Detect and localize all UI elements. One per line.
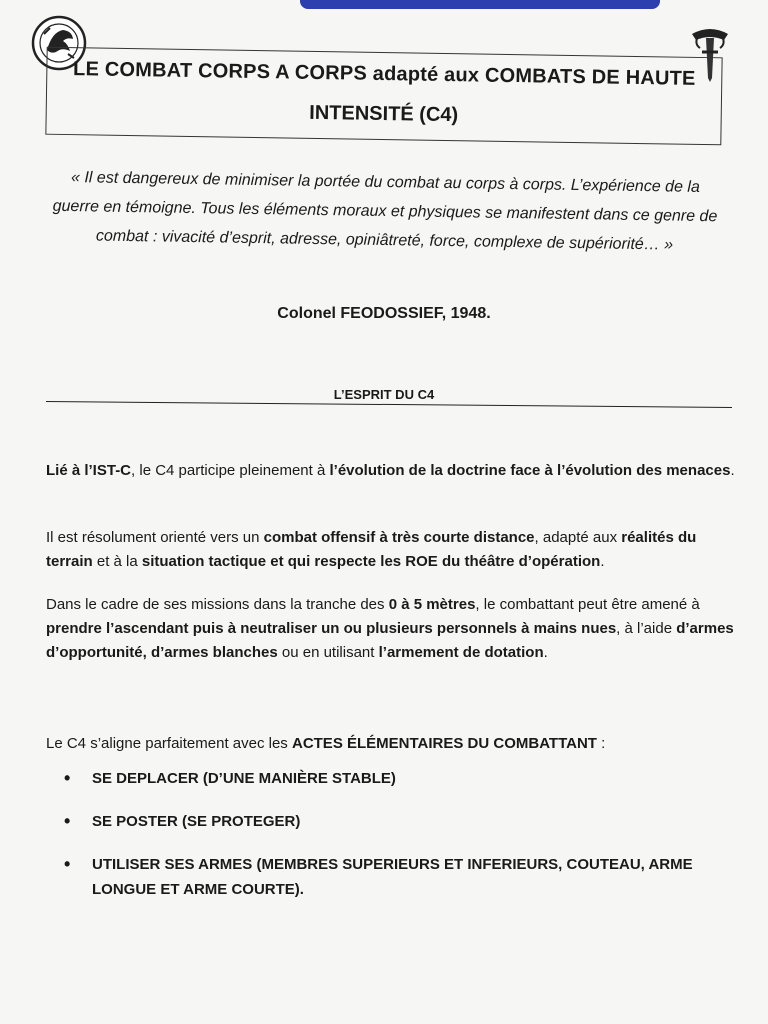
text-run: Le C4 s’aligne parfaitement avec les [46,735,292,752]
top-color-band [300,0,660,9]
bold-phrase: 0 à 5 mètres [388,596,476,613]
bold-phrase: l’armement de dotation [378,644,544,661]
text-run: . [543,644,548,661]
text-run: , le C4 participe pleinement à [131,462,330,479]
text-run: . [730,462,735,479]
list-item: • SE DEPLACER (D’UNE MANIÈRE STABLE) [62,766,752,791]
bold-phrase: Lié à l’IST-C [46,462,132,479]
text-run: ou en utilisant [277,644,379,661]
text-run: Dans le cadre de ses missions dans la tranche des [46,596,389,613]
text-run: , adapté aux [534,529,622,546]
bold-phrase: ACTES ÉLÉMENTAIRES DU COMBATTANT [291,735,597,752]
paragraph-missions [46,593,736,665]
paragraph-alignment [46,732,736,756]
document-title-continued: INTENSITÉ (C4) [309,101,459,127]
list-item: • UTILISER SES ARMES (MEMBRES SUPERIEURS ET INFERIEURS, COUTEAU, ARME LONGUE ET ARME COURTE). [62,852,752,902]
bold-phrase: l’évolution de la doctrine face à l’évolution des menaces [329,462,731,479]
document-title: LE COMBAT CORPS A CORPS adapté aux COMBATS DE HAUTE [72,58,696,90]
bold-phrase: situation tactique et qui respecte les ROE du théâtre d’opération [141,553,601,570]
bold-phrase: prendre l’ascendant puis à neutraliser un ou plusieurs personnels à mains nues [46,620,617,637]
bold-phrase: réalités du terrain [46,529,697,570]
list-item: • SE POSTER (SE PROTEGER) [62,809,752,834]
text-run: , le combattant peut être amené à [475,596,700,613]
section-divider [46,401,732,408]
text-run: Il est résolument orienté vers un [46,529,264,546]
text-run: et à la [92,553,142,570]
bold-phrase: combat offensif à très courte distance [263,529,535,546]
bold-phrase: d’armes d’opportunité, d’armes blanches [46,620,734,661]
text-run: , à l’aide [616,620,677,637]
title-box [45,47,722,146]
text-run: : [596,735,606,752]
quote-author: Colonel FEODOSSIEF, 1948. [277,305,491,322]
combatant-acts-list [62,766,752,920]
paragraph-orientation [46,526,736,574]
paragraph-doctrine [46,459,736,483]
text-run: . [600,553,605,570]
epigraph-quote: « Il est dangereux de minimiser la portée du combat au corps à corps. L’expérience de la guerre en témoigne. Tous les éléments moraux et physiques se manifestent dans ce genre de combat : vivacité d’esprit, adresse, opiniâtreté, force, complexe de supériorité… » [52,169,718,254]
section-heading: L’ESPRIT DU C4 [333,387,435,402]
